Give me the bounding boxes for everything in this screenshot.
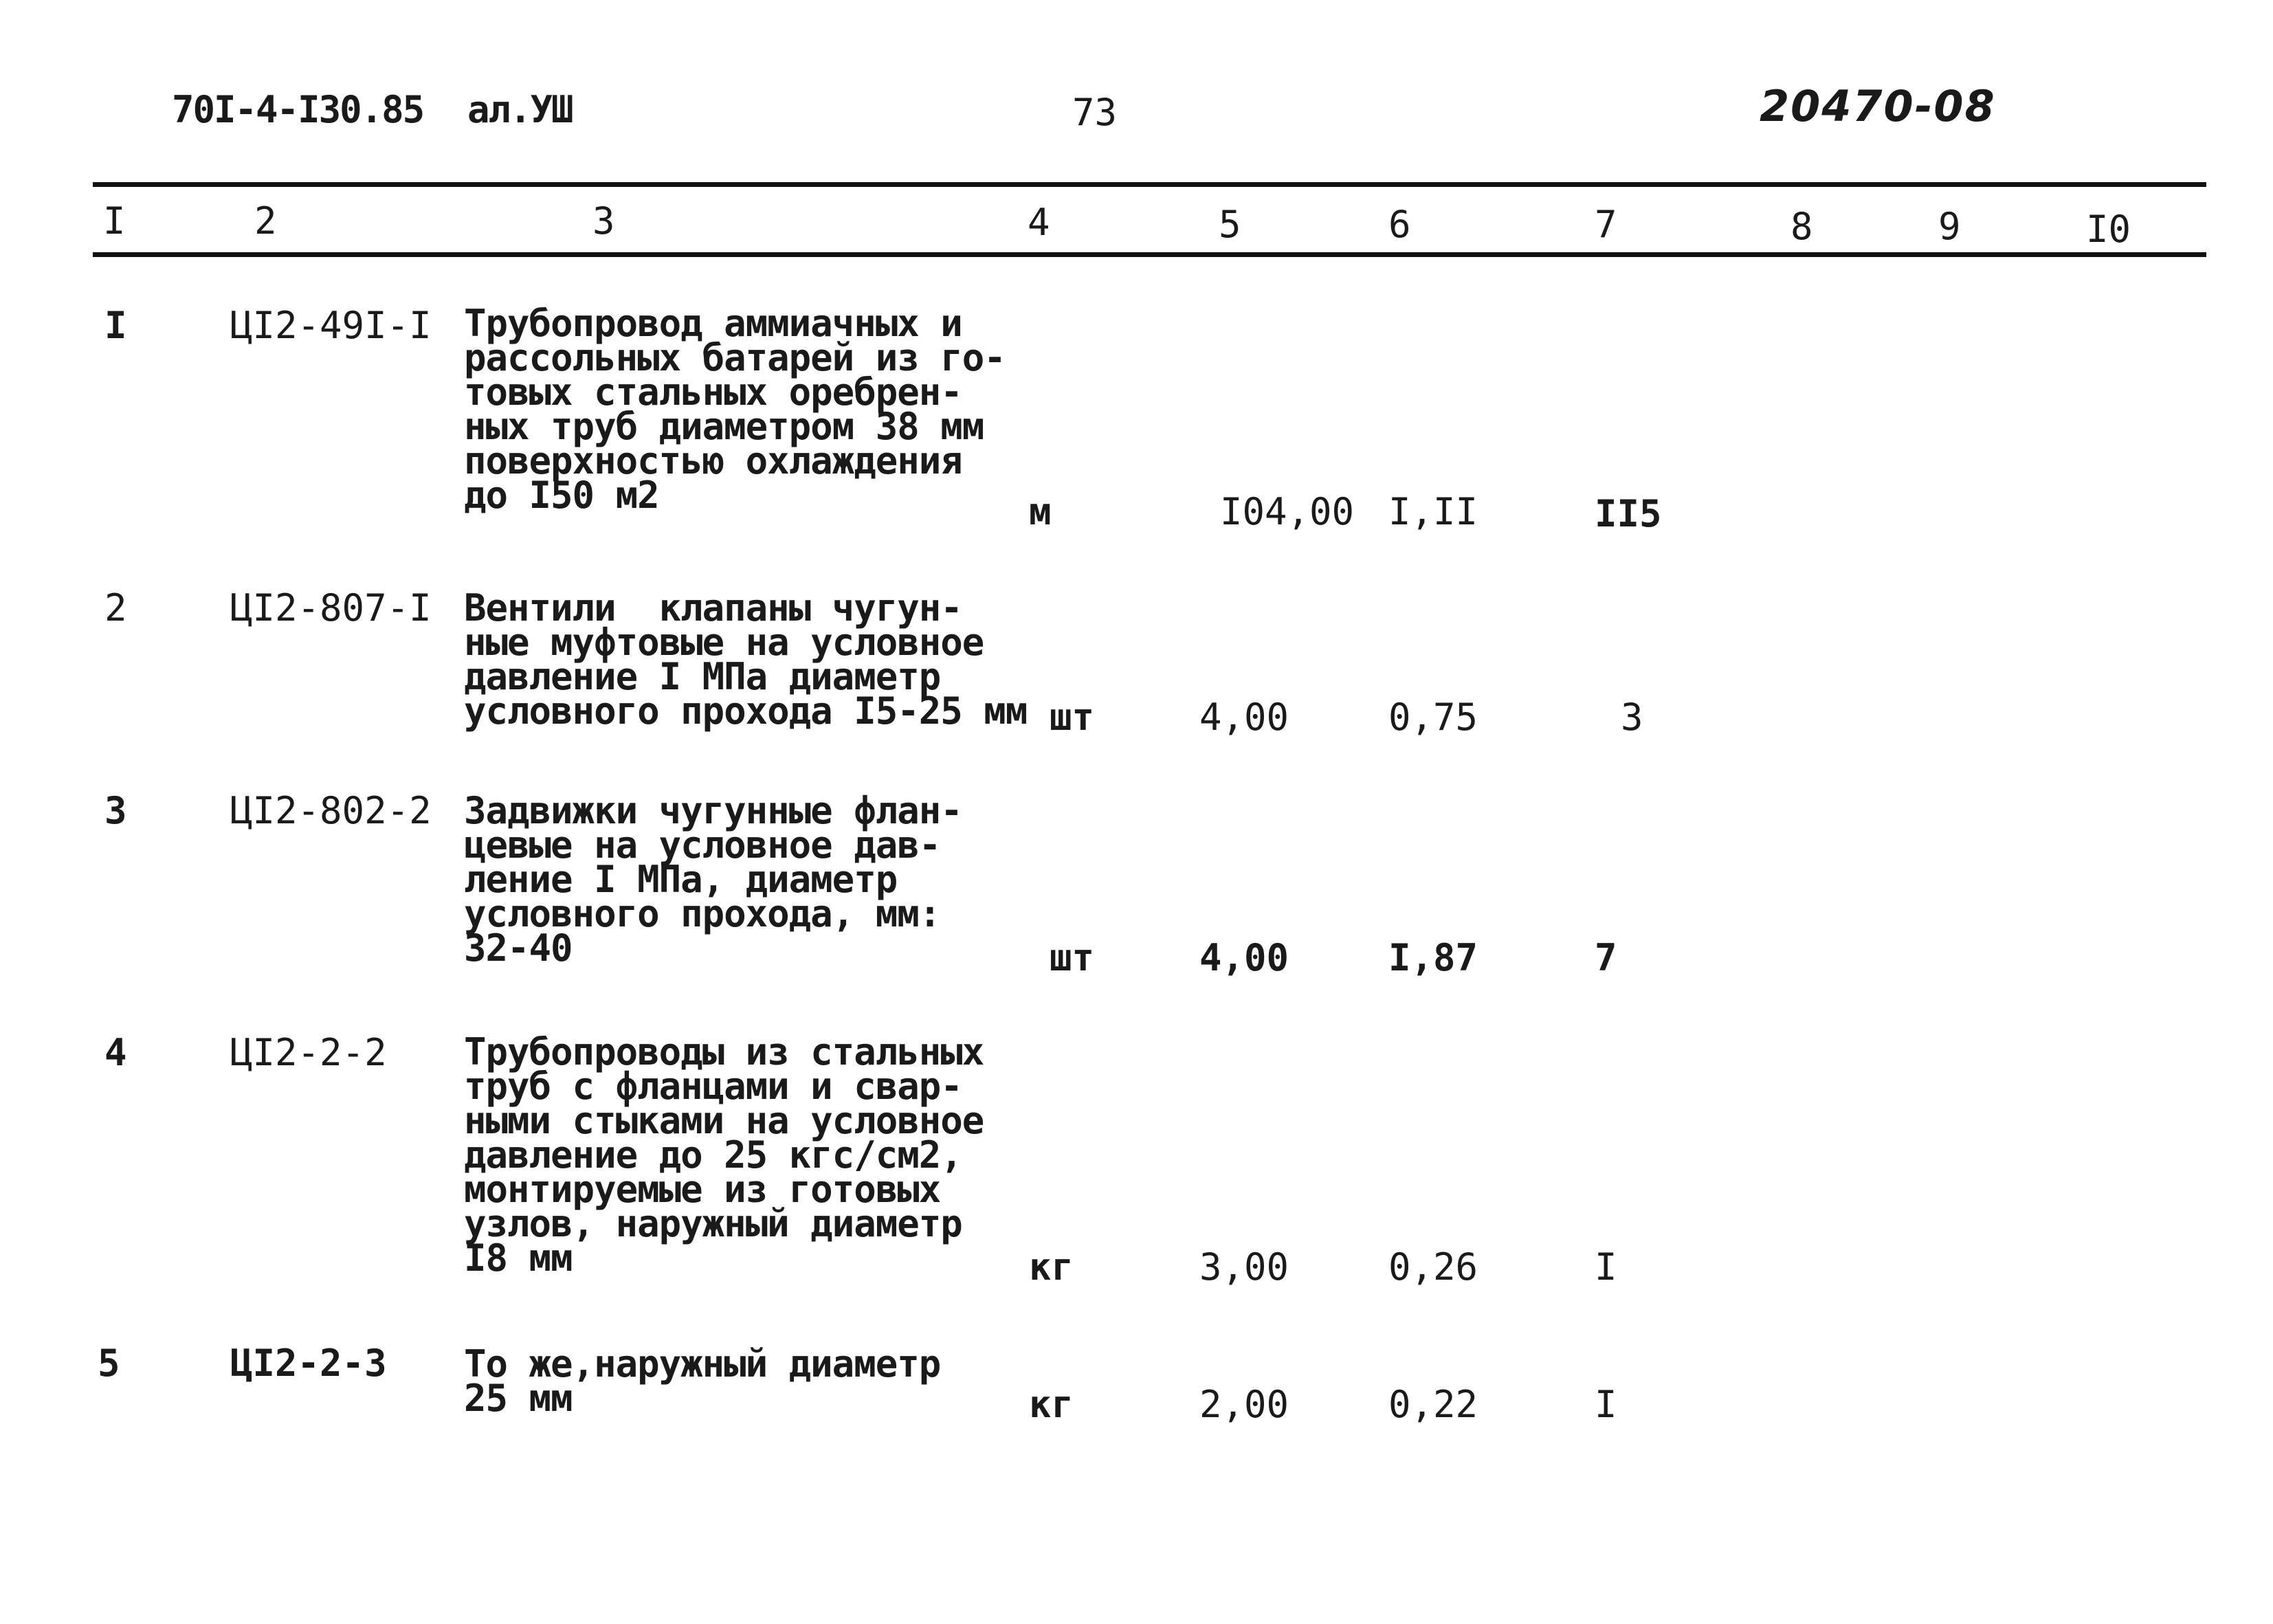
column-header-2: 2 — [254, 199, 277, 243]
description-line: ление I МПа, диаметр — [464, 858, 898, 901]
unit-norm: I,II — [1388, 490, 1478, 533]
total: 7 — [1595, 936, 1617, 979]
document-code: 70I-4-I30.85 — [172, 88, 424, 131]
description-line: монтируемые из готовых — [464, 1168, 941, 1211]
column-header-3: 3 — [592, 199, 615, 243]
description-line: I8 мм — [464, 1236, 573, 1280]
column-header-8: 8 — [1790, 205, 1813, 248]
description-line: Трубопроводы из стальных — [464, 1030, 984, 1074]
column-header-5: 5 — [1219, 203, 1241, 246]
item-description — [464, 302, 1006, 517]
row-number: 5 — [98, 1342, 120, 1385]
unit-norm: 0,26 — [1388, 1245, 1478, 1289]
quantity: I04,00 — [1220, 490, 1355, 533]
handwritten-number: 20470-08 — [1760, 81, 1996, 131]
description-line: ными стыками на условное — [464, 1099, 984, 1142]
description-line: То же,наружный диаметр — [464, 1342, 941, 1386]
unit-norm: 0,22 — [1388, 1383, 1478, 1426]
total: I — [1595, 1245, 1617, 1289]
unit: шт — [1050, 936, 1095, 979]
item-description — [464, 1030, 984, 1280]
description-line: рассольных батарей из го- — [464, 336, 1006, 379]
description-line: 32-40 — [464, 926, 573, 970]
description-line: давление I МПа диаметр — [464, 655, 941, 698]
total: II5 — [1595, 492, 1662, 535]
norm-code: ЦI2-807-I — [230, 586, 432, 630]
description-line: узлов, наружный диаметр — [464, 1202, 962, 1245]
quantity: 4,00 — [1199, 696, 1289, 739]
description-line: Вентили клапаны чугун- — [464, 586, 962, 630]
page-number: 73 — [1072, 91, 1118, 134]
item-description — [464, 1342, 941, 1420]
quantity: 2,00 — [1199, 1383, 1289, 1426]
column-header-4: 4 — [1028, 201, 1050, 244]
description-line: давление до 25 кгс/см2, — [464, 1133, 962, 1177]
row-number: 3 — [104, 789, 127, 832]
quantity: 3,00 — [1199, 1245, 1289, 1289]
unit: м — [1029, 490, 1052, 533]
description-line: труб с фланцами и свар- — [464, 1065, 962, 1108]
description-line: до I50 м2 — [464, 474, 659, 517]
description-line: условного прохода, мм: — [464, 892, 941, 935]
unit: кг — [1029, 1383, 1074, 1426]
column-header-7: 7 — [1595, 203, 1617, 246]
norm-code: ЦI2-49I-I — [230, 304, 432, 347]
column-header-10: I0 — [2086, 208, 2131, 251]
total: 3 — [1621, 696, 1643, 739]
column-header-6: 6 — [1388, 203, 1411, 246]
item-description — [464, 586, 1028, 733]
item-description — [464, 789, 962, 970]
header-top-rule — [93, 182, 2206, 187]
norm-code: ЦI2-802-2 — [230, 789, 432, 832]
unit: кг — [1029, 1245, 1074, 1289]
album-label: ал.УШ — [467, 88, 573, 131]
description-line: Трубопровод аммиачных и — [464, 302, 962, 345]
unit-norm: 0,75 — [1388, 696, 1478, 739]
quantity: 4,00 — [1199, 936, 1289, 979]
unit: шт — [1050, 696, 1095, 739]
description-line: товых стальных оребрен- — [464, 370, 962, 414]
row-number: 2 — [104, 586, 127, 630]
description-line: ные муфтовые на условное — [464, 621, 984, 664]
description-line: ных труб диаметром 38 мм — [464, 405, 984, 448]
description-line: 25 мм — [464, 1377, 573, 1420]
description-line: цевые на условное дав- — [464, 823, 941, 867]
description-line: Задвижки чугунные флан- — [464, 789, 962, 832]
row-number: 4 — [104, 1031, 127, 1074]
description-line: условного прохода I5-25 мм — [464, 689, 1028, 733]
unit-norm: I,87 — [1388, 936, 1478, 979]
norm-code: ЦI2-2-3 — [230, 1342, 387, 1385]
header-bottom-rule — [93, 252, 2206, 257]
norm-code: ЦI2-2-2 — [230, 1031, 387, 1074]
total: I — [1595, 1383, 1617, 1426]
description-line: поверхностью охлаждения — [464, 439, 962, 482]
column-header-9: 9 — [1938, 205, 1961, 248]
column-header-1: I — [103, 199, 126, 243]
row-number: I — [104, 304, 127, 347]
